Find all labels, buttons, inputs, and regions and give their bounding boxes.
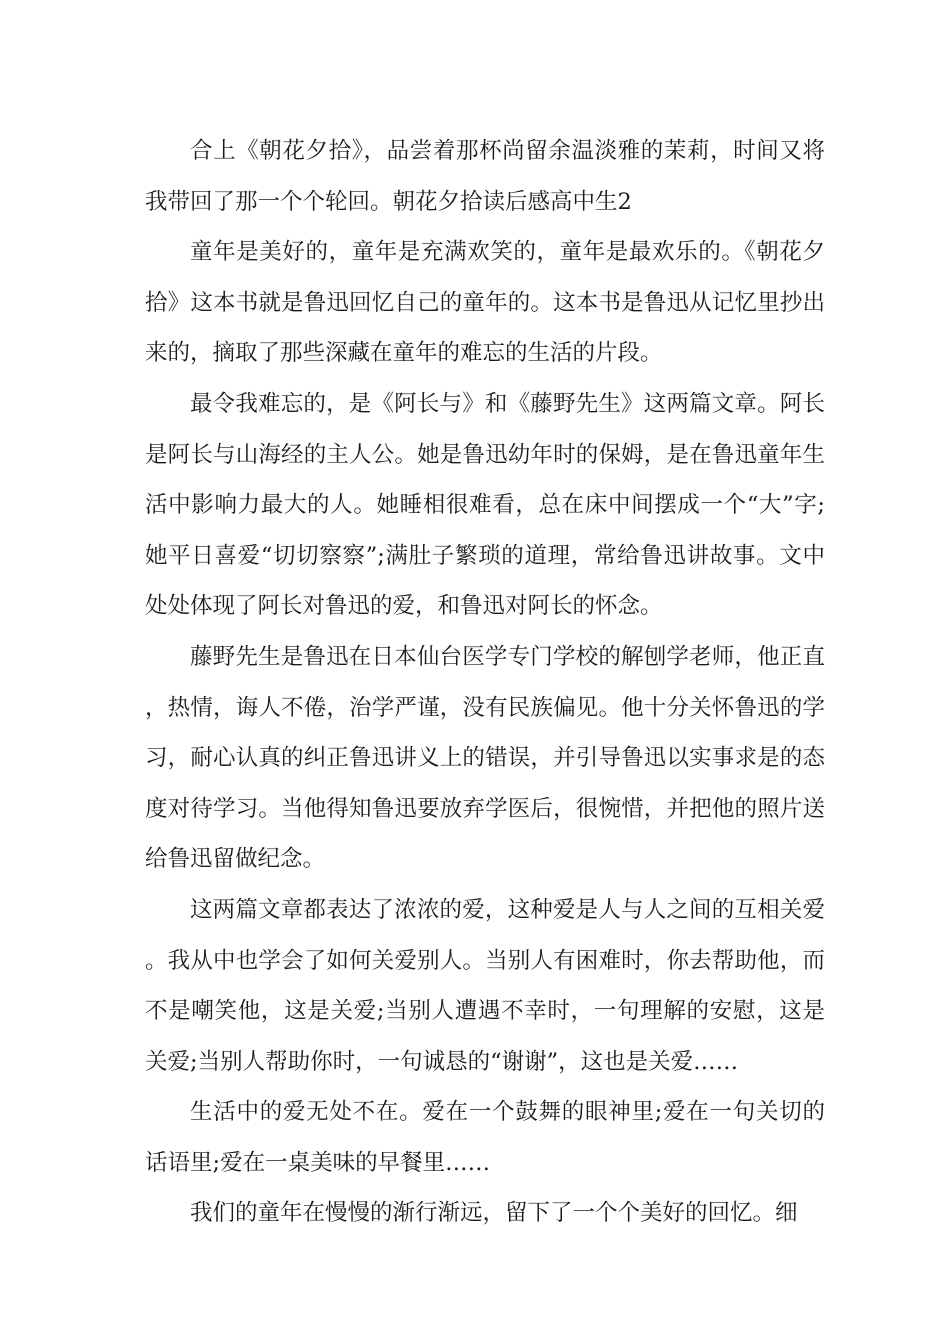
paragraph: 生活中的爱无处不在。爱在一个鼓舞的眼神里;爱在一句关切的话语里;爱在一桌美味的早餐里…… [145,1099,825,1176]
paragraph: 我们的童年在慢慢的渐行渐远，留下了一个个美好的回忆。细 [190,1200,798,1227]
paragraph: 合上《朝花夕拾》，品尝着那杯尚留余温淡雅的茉莉，时间又将我带回了那一个个轮回。朝花夕拾读后感高中生2 [145,138,825,215]
paragraph: 藤野先生是鲁迅在日本仙台医学专门学校的解刨学老师，他正直，热情，诲人不倦，治学严谨，没有民族偏见。他十分关怀鲁迅的学习，耐心认真的纠正鲁迅讲义上的错误，并引导鲁迅以实事求是的态度对待学习。当他得知鲁迅要放弃学医后，很惋惜，并把他的照片送给鲁迅留做纪念。 [145,643,825,873]
paragraph: 最令我难忘的，是《阿长与》和《藤野先生》这两篇文章。阿长是阿长与山海经的主人公。她是鲁迅幼年时的保姆，是在鲁迅童年生活中影响力最大的人。她睡相很难看，总在床中间摆成一个“大”字;她平日喜爱“切切察察”;满肚子繁琐的道理，常给鲁迅讲故事。文中处处体现了阿长对鲁迅的爱，和鲁迅对阿长的怀念。 [145,390,825,620]
document-body [145,126,825,1239]
paragraph: 这两篇文章都表达了浓浓的爱，这种爱是人与人之间的互相关爱。我从中也学会了如何关爱别人。当别人有困难时，你去帮助他，而不是嘲笑他，这是关爱;当别人遭遇不幸时，一句理解的安慰，这是关爱;当别人帮助你时，一句诚恳的“谢谢”，这也是关爱…… [145,896,825,1075]
paragraph: 童年是美好的，童年是充满欢笑的，童年是最欢乐的。《朝花夕拾》这本书就是鲁迅回忆自己的童年的。这本书是鲁迅从记忆里抄出来的，摘取了那些深藏在童年的难忘的生活的片段。 [145,239,825,367]
